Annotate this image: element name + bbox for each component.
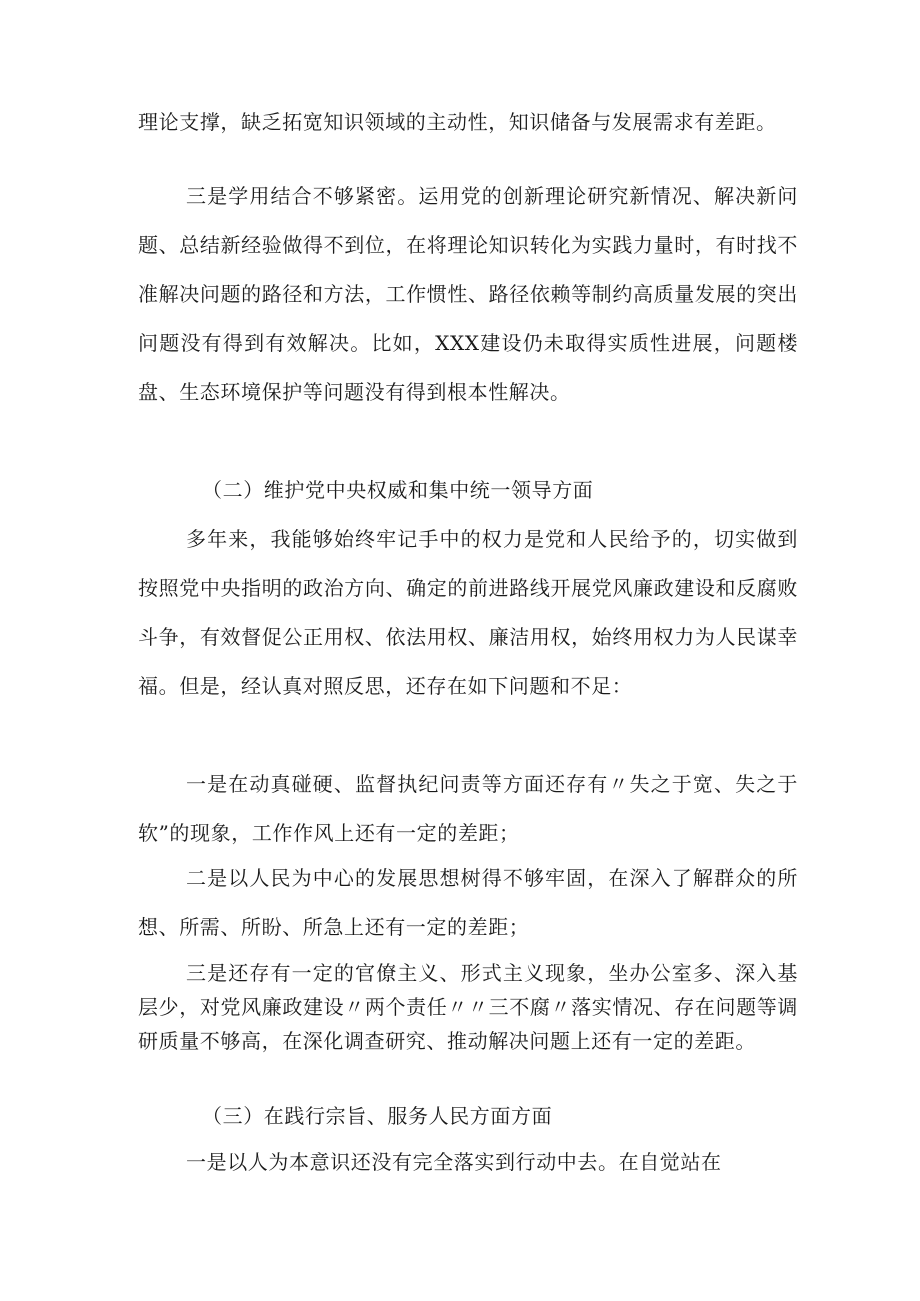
section-heading-3: （三）在践行宗旨、服务人民方面方面	[202, 1104, 553, 1128]
paragraph-point-three: 三是还存有一定的官僚主义、形式主义现象，坐办公室多、深入基层少，对党风廉政建设〃两个责任〃〃三不腐〃落实情况、存在问题等调研质量不够高，在深化调查研究、推动解决问题上还有一定的差距。	[138, 961, 798, 1053]
paragraph-point-one: 一是在动真碰硬、监督执纪问责等方面还存有〃失之于宽、失之于软”的现象，工作作风上还有一定的差距；	[138, 772, 798, 845]
paragraph-continuation: 理论支撑，缺乏拓宽知识领域的主动性，知识储备与发展需求有差距。	[138, 110, 777, 134]
paragraph-section-3-point-one: 一是以人为本意识还没有完全落实到行动中去。在自觉站在	[186, 1150, 722, 1174]
section-heading-2: （二）维护党中央权威和集中统一领导方面	[202, 478, 594, 502]
paragraph-intro-section-2: 多年来，我能够始终牢记手中的权力是党和人民给予的，切实做到按照党中央指明的政治方向、确定的前进路线开展党风廉政建设和反腐败斗争，有效督促公正用权、依法用权、廉洁用权，始终用权力为人民谋幸福。但是，经认真对照反思，还存在如下问题和不足：	[138, 527, 798, 698]
paragraph-point-two: 二是以人民为中心的发展思想树得不够牢固，在深入了解群众的所想、所需、所盼、所急上还有一定的差距；	[138, 866, 798, 939]
paragraph-point-three-learning: 三是学用结合不够紧密。运用党的创新理论研究新情况、解决新问题、总结新经验做得不到位，在将理论知识转化为实践力量时，有时找不准解决问题的路径和方法，工作惯性、路径依赖等制约高质量发展的突出问题没有得到有效解决。比如，XXX建设仍未取得实质性进展，问题楼盘、生态环境保护等问题没有得到根本性解决。	[138, 184, 798, 404]
